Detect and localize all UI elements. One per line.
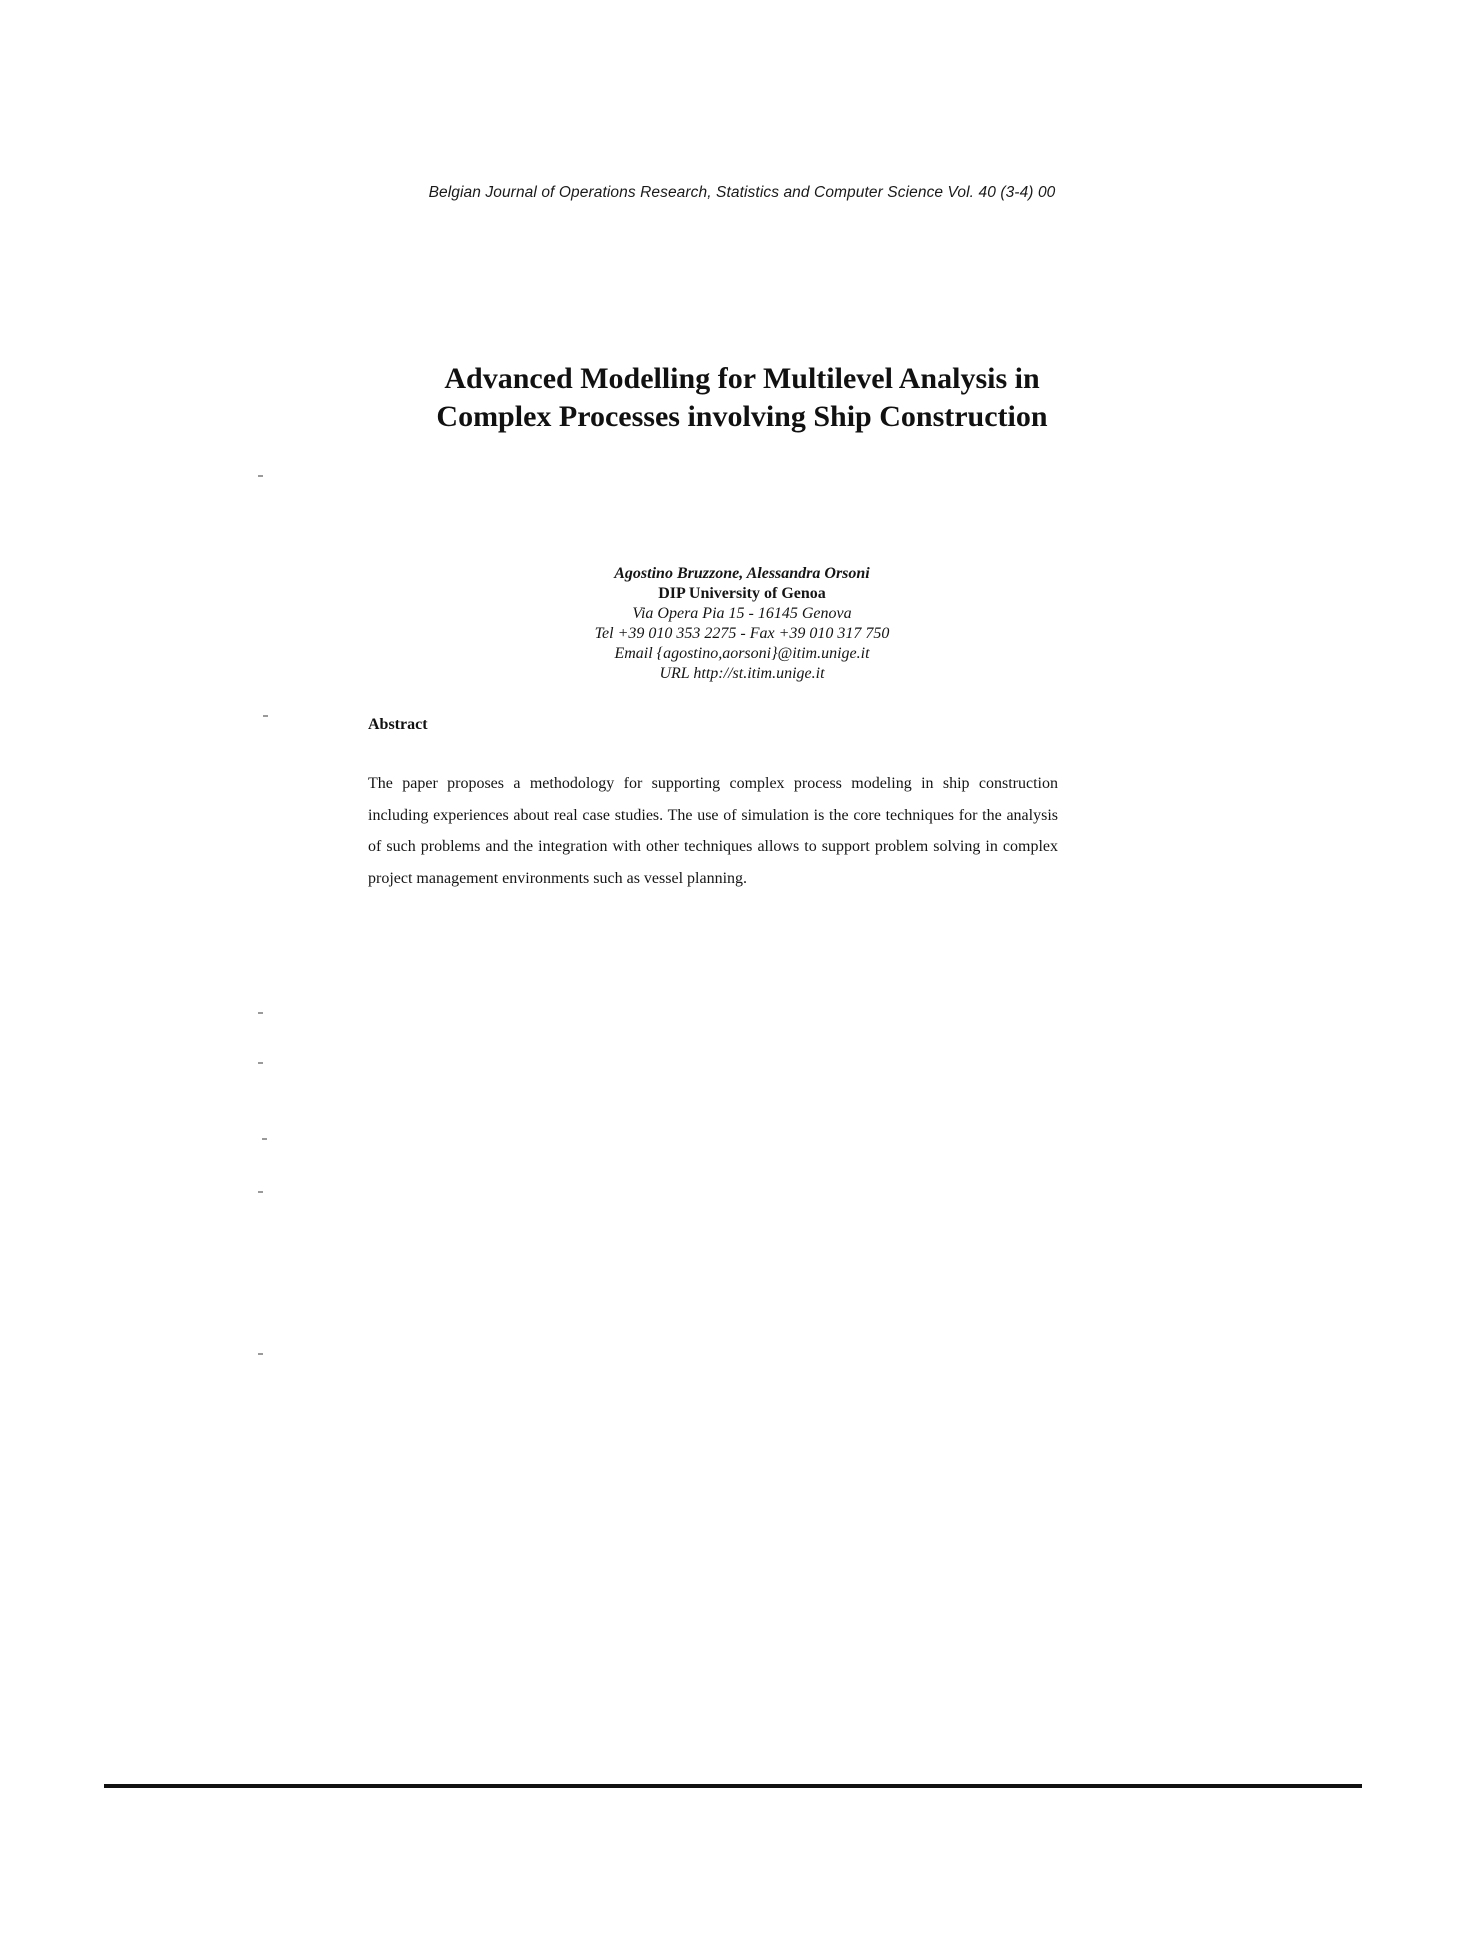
scan-speck	[262, 1138, 267, 1140]
journal-header: Belgian Journal of Operations Research, Statistics and Computer Science Vol. 40 (3-4) 00	[428, 184, 1056, 201]
footer-rule	[104, 1784, 1362, 1788]
author-address: Via Opera Pia 15 - 16145 Genova	[632, 605, 852, 622]
author-names: Agostino Bruzzone, Alessandra Orsoni	[614, 565, 870, 582]
author-url: URL http://st.itim.unige.it	[659, 665, 825, 682]
paper-title-line-2: Complex Processes involving Ship Construction	[436, 400, 1048, 433]
author-affiliation: DIP University of Genoa	[658, 585, 826, 602]
scan-speck	[258, 1012, 263, 1014]
author-phone: Tel +39 010 353 2275 - Fax +39 010 317 750	[594, 625, 890, 642]
scan-speck	[263, 715, 268, 717]
scan-speck	[258, 1191, 263, 1193]
author-block	[0, 564, 1484, 684]
scan-speck	[258, 475, 263, 477]
author-email: Email {agostino,aorsoni}@itim.unige.it	[614, 645, 870, 662]
paper-title	[0, 360, 1484, 436]
scan-speck	[258, 1062, 263, 1064]
abstract-heading: Abstract	[368, 716, 428, 733]
scan-speck	[258, 1353, 263, 1355]
paper-title-line-1: Advanced Modelling for Multilevel Analysis in	[444, 362, 1040, 395]
abstract-body: The paper proposes a methodology for supporting complex process modeling in ship construction including experiences about real case studies. The use of simulation is the core techniques for the analysis of such problems and the integration with other techniques allows to support problem solving in complex project management environments such as vessel planning.	[368, 775, 1058, 887]
